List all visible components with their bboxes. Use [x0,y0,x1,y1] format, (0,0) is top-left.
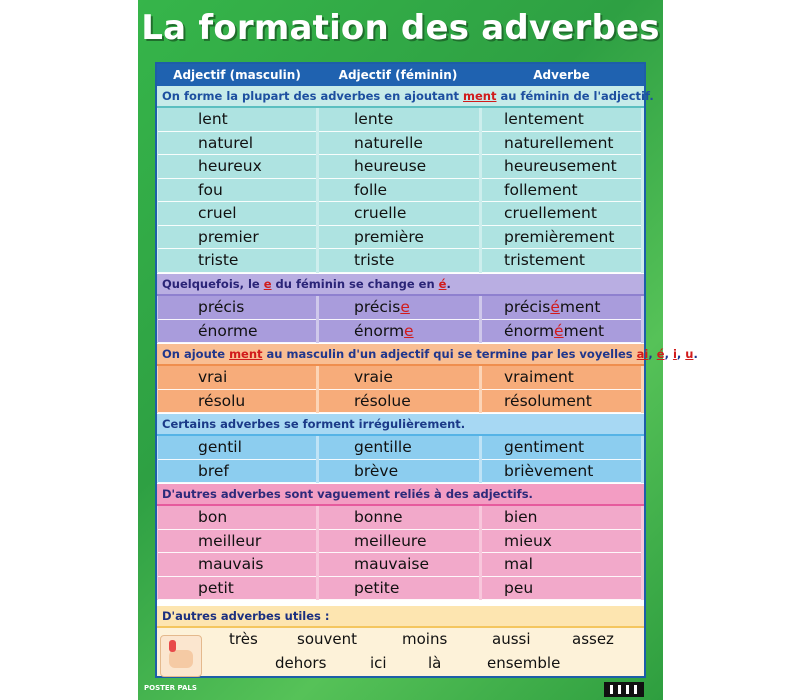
masculine-cell: vrai [158,366,316,390]
poster-footer [138,680,663,700]
adverb-cell: cruellement [482,202,641,226]
column-header-row [157,64,644,86]
feminine-cell: précise [319,296,479,320]
masculine-cell: triste [158,249,316,273]
adverb-cell: follement [482,179,641,203]
feminine-cell: lente [319,108,479,132]
feminine-cell: brève [319,460,479,484]
section-rows [157,366,644,413]
masculine-cell: gentil [158,436,316,460]
adverb-cell: bien [482,506,641,530]
publisher-logo [604,682,644,697]
adverb-cell: peu [482,577,641,601]
section-rows [157,296,644,343]
table-row [157,577,644,601]
feminine-cell: énorme [319,320,479,344]
adverb-cell: résolument [482,390,641,414]
table-row [157,108,644,132]
adverb-cell: énormément [482,320,641,344]
table-row [157,553,644,577]
masculine-cell: naturel [158,132,316,156]
table-row [157,226,644,250]
adverb-cell: mieux [482,530,641,554]
table-row [157,179,644,203]
section-irregular [157,414,644,483]
adverb-cell: vraiment [482,366,641,390]
table-row [157,366,644,390]
useful-word: dehors [275,654,327,672]
masculine-cell: précis [158,296,316,320]
section-rule: D'autres adverbes utiles : [157,606,644,628]
adverb-table [155,62,698,678]
column-header-adverb: Adverbe [533,68,590,82]
section-rule: D'autres adverbes sont vaguement reliés à des adjectifs. [157,484,644,506]
adverb-cell: mal [482,553,641,577]
poster-title: La formation des adverbes [141,8,660,48]
adverb-cell: brièvement [482,460,641,484]
masculine-cell: petit [158,577,316,601]
feminine-cell: folle [319,179,479,203]
column-header-feminine: Adjectif (féminin) [338,68,458,82]
masculine-cell: bon [158,506,316,530]
section-useful-adverbs [157,606,644,676]
useful-word: ici [370,654,387,672]
feminine-cell: mauvaise [319,553,479,577]
section-ment-feminine [157,86,654,273]
adverb-cell: lentement [482,108,641,132]
feminine-cell: bonne [319,506,479,530]
adverb-cell: gentiment [482,436,641,460]
useful-word: moins [402,630,448,648]
useful-word: très [229,630,258,648]
masculine-cell: cruel [158,202,316,226]
feminine-cell: gentille [319,436,479,460]
feminine-cell: petite [319,577,479,601]
feminine-cell: résolue [319,390,479,414]
section-rule: On forme la plupart des adverbes en ajoutant ment au féminin de l'adjectif. [157,86,644,108]
table-row [157,320,644,344]
useful-adverbs [157,628,644,676]
poster [138,0,698,700]
masculine-cell: résolu [158,390,316,414]
section-vaguely-related [157,484,644,600]
adverb-cell: naturellement [482,132,641,156]
brand-logo: POSTER PALS [144,684,197,692]
section-rows [157,436,644,483]
masculine-cell: mauvais [158,553,316,577]
table-row [157,460,644,484]
useful-word: souvent [297,630,357,648]
column-header-masculine: Adjectif (masculin) [173,68,301,82]
adverb-cell: tristement [482,249,641,273]
masculine-cell: heureux [158,155,316,179]
useful-word: assez [572,630,614,648]
useful-word: aussi [492,630,531,648]
masculine-cell: fou [158,179,316,203]
useful-word: ensemble [487,654,561,672]
section-rule: Quelquefois, le e du féminin se change en é. [157,274,644,296]
adverb-cell: premièrement [482,226,641,250]
section-rule: On ajoute ment au masculin d'un adjectif qui se termine par les voyelles ai, é, i, u. [157,344,644,366]
masculine-cell: énorme [158,320,316,344]
feminine-cell: vraie [319,366,479,390]
feminine-cell: naturelle [319,132,479,156]
feminine-cell: meilleure [319,530,479,554]
feminine-cell: heureuse [319,155,479,179]
section-ment-masculine [157,344,698,413]
masculine-cell: meilleur [158,530,316,554]
masculine-cell: bref [158,460,316,484]
feminine-cell: première [319,226,479,250]
table-row [157,132,644,156]
table-row [157,296,644,320]
table-row [157,155,644,179]
table-row [157,249,644,273]
feminine-cell: cruelle [319,202,479,226]
masculine-cell: lent [158,108,316,132]
table-row [157,436,644,460]
masculine-cell: premier [158,226,316,250]
table-row [157,506,644,530]
table-row [157,202,644,226]
adverb-cell: précisément [482,296,641,320]
section-rule: Certains adverbes se forment irrégulièrement. [157,414,644,436]
hand-illustration-icon [160,635,202,677]
table-row [157,390,644,414]
adverb-cell: heureusement [482,155,641,179]
section-rows [157,506,644,600]
section-e-to-e-accent [157,274,644,343]
useful-word: là [428,654,442,672]
feminine-cell: triste [319,249,479,273]
section-rows [157,108,644,273]
table-row [157,530,644,554]
